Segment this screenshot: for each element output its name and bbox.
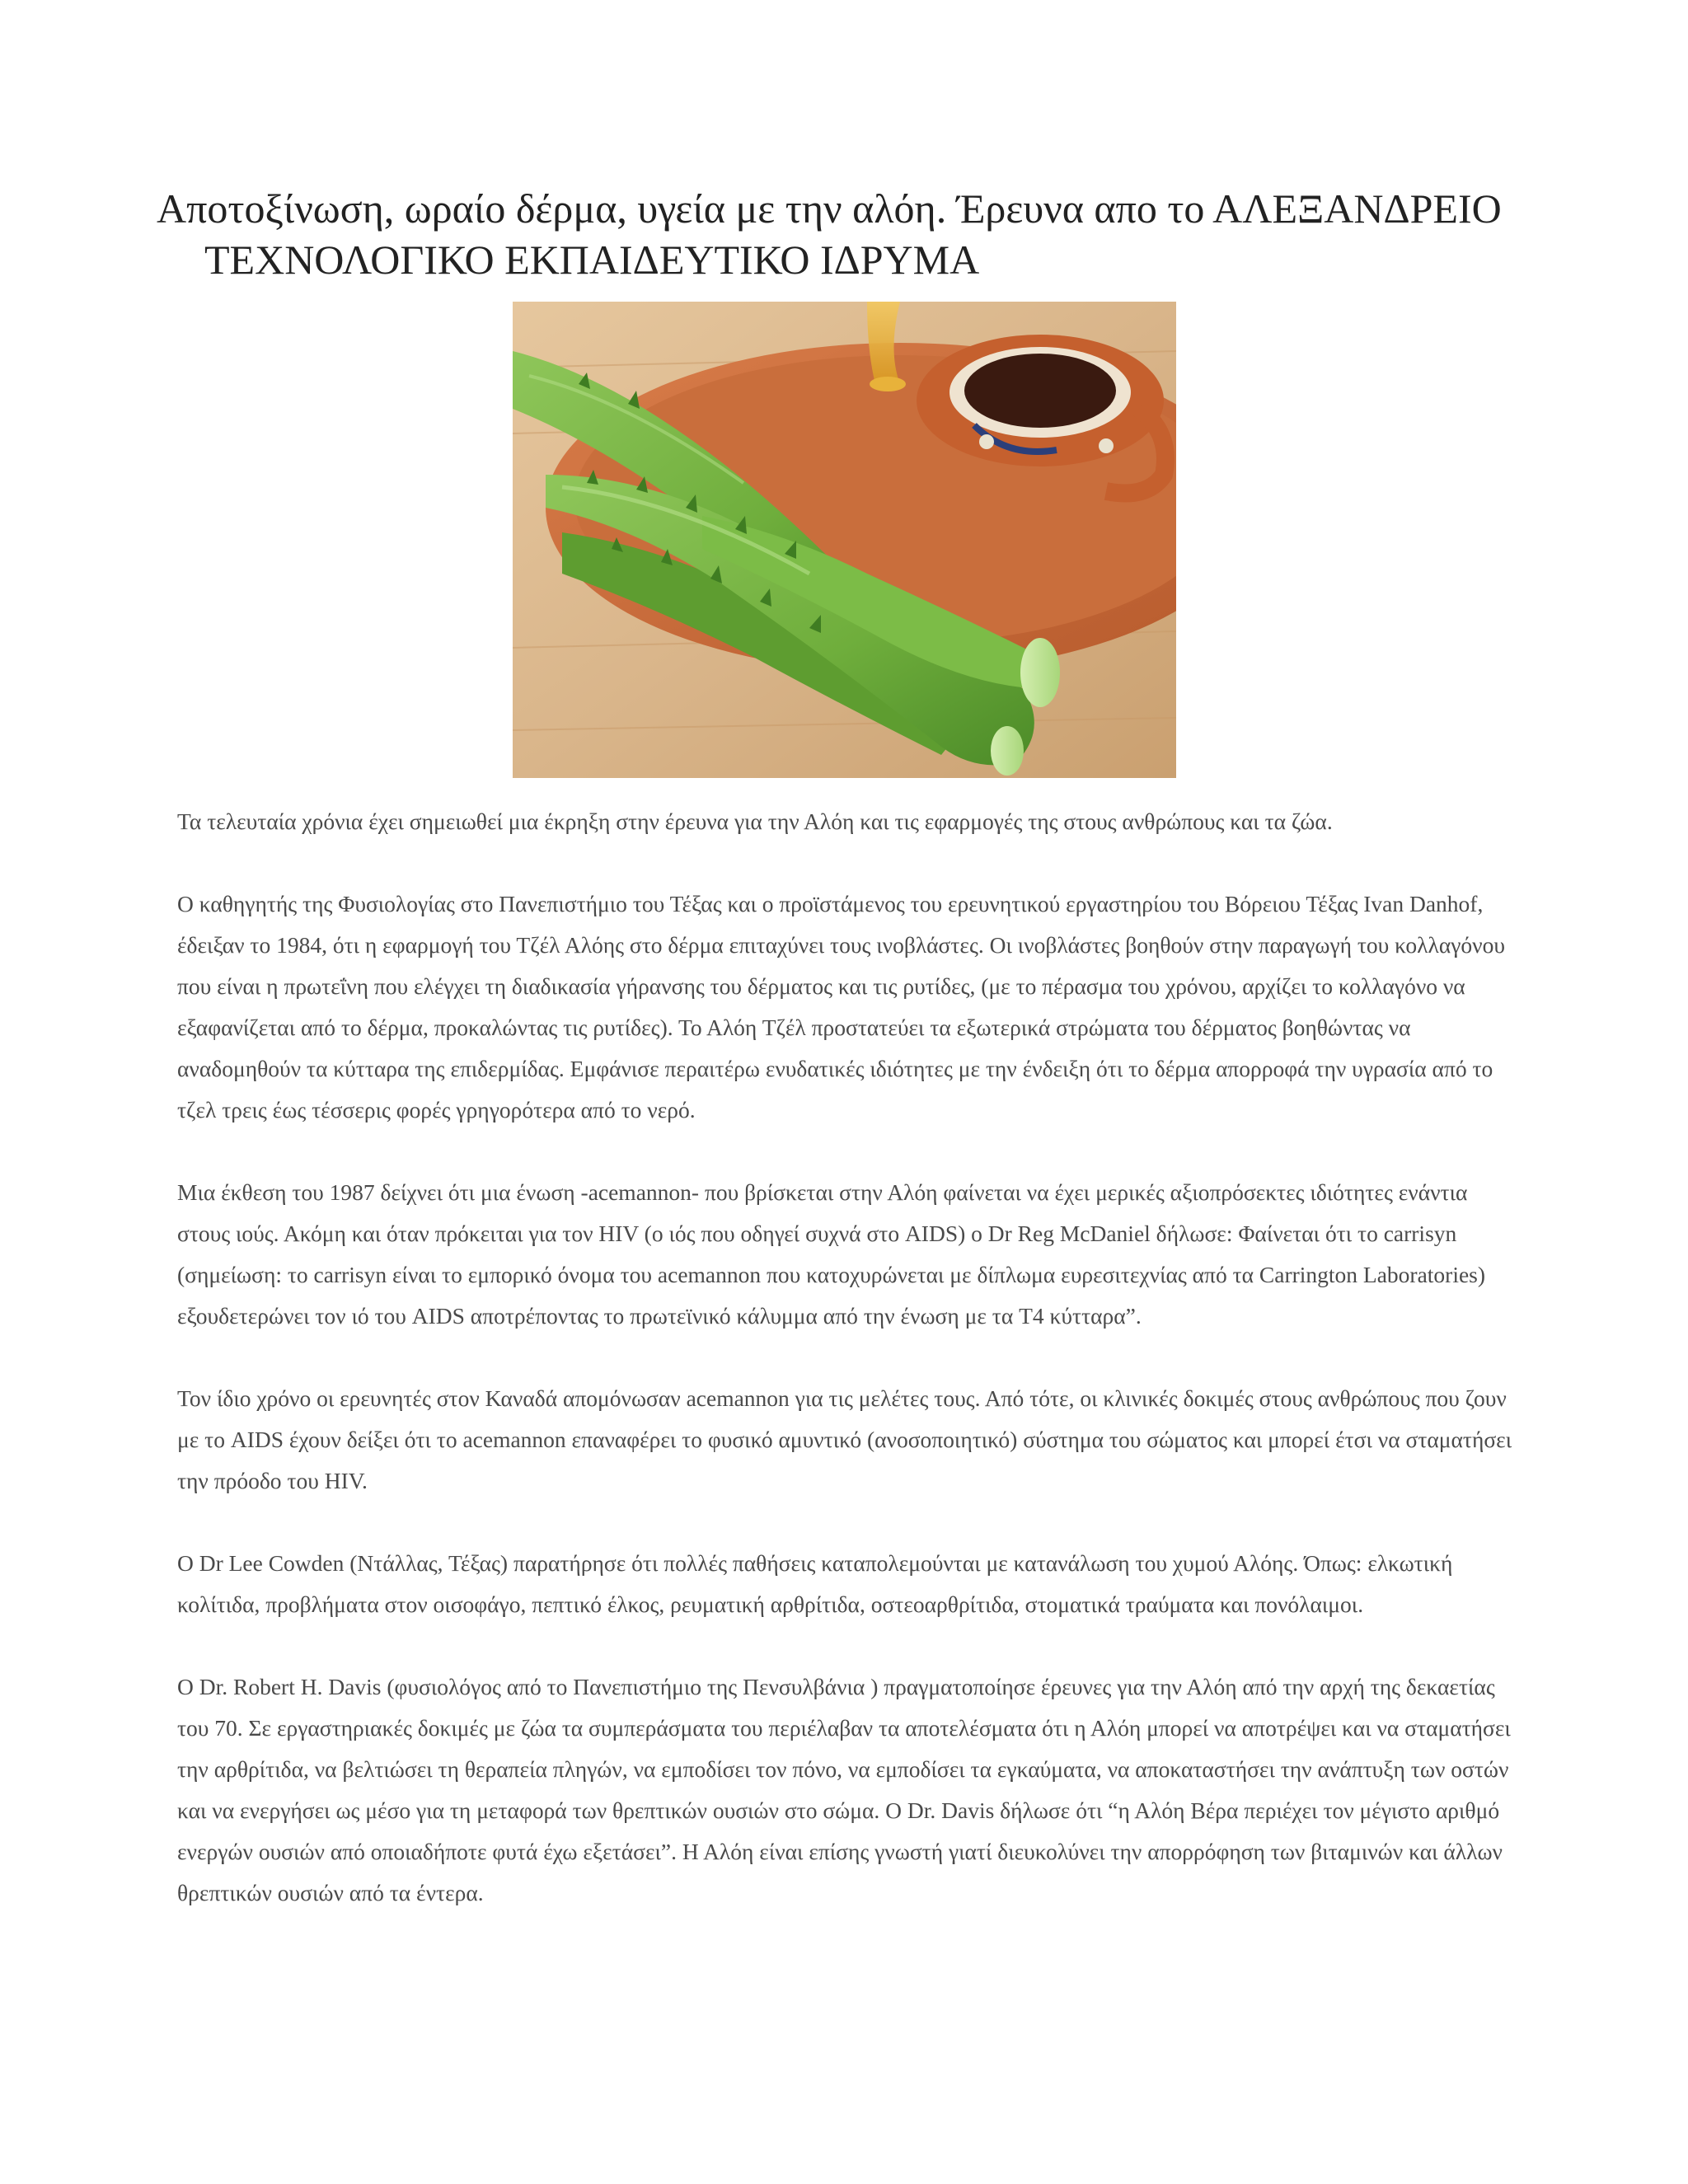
title-line-2: ΤΕΧΝΟΛΟΓΙΚΟ ΕΚΠΑΙΔΕΥΤΙΚΟ ΙΔΡΥΜΑ [204,237,980,283]
paragraph-1: Τα τελευταία χρόνια έχει σημειωθεί μια έκρηξη στην έρευνα για την Αλόη και τις εφαρμογές της στους ανθρώπους και τα ζώα. [177,808,1333,834]
paragraph-3: Μια έκθεση του 1987 δείχνει ότι μια ένωση -acemannon- που βρίσκεται στην Αλόη φαίνεται να έχει μερικές αξιοπρόσεκτες ιδιότητες ενάντια στους ιούς. Ακόμη και όταν πρόκειται για τον HIV (ο ιός που οδηγεί συχνά στο AIDS) ο Dr Reg McDaniel δήλωσε: Φαίνεται ότι το carrisyn (σημείωση: το carrisyn είναι το εμπορικό όνομα του acemannon που κατοχυρώνεται με δίπλωμα ευρεσιτεχνίας από τα Carrington Laboratories) εξουδετερώνει τον ιό του AIDS αποτρέποντας το πρωτεϊνικό κάλυμμα από την ένωση με τα T4 κύτταρα”. [177,1179,1486,1329]
document-title [157,183,1541,285]
paragraph-5: O Dr Lee Cowden (Ντάλλας, Τέξας) παρατήρησε ότι πολλές παθήσεις καταπολεμούνται με κατανάλωση του χυμού Αλόης. Όπως: ελκωτική κολίτιδα, προβλήματα στον οισοφάγο, πεπτικό έλκος, ρευματική αρθρίτιδα, οστεοαρθρίτιδα, στοματικά τραύματα και πονόλαιμοι. [177,1550,1453,1617]
paragraph-6: O Dr. Robert H. Davis (φυσιολόγος από το Πανεπιστήμιο της Πενσυλβάνια ) πραγματοποίησε έρευνες για την Αλόη από την αρχή της δεκαετίας του 70. Σε εργαστηριακές δοκιμές με ζώα τα συμπεράσματα του περιέλαβαν τα αποτελέσματα ότι η Αλόη μπορεί να αποτρέψει και να σταματήσει την αρθρίτιδα, να βελτιώσει τη θεραπεία πληγών, να εμποδίσει τον πόνο, να εμποδίσει τα εγκαύματα, να αποκαταστήσει την ανάπτυξη των οστών και να ενεργήσει ως μέσο για τη μεταφορά των θρεπτικών ουσιών στο σώμα. Ο Dr. Davis δήλωσε ότι “η Αλόη Βέρα περιέχει τον μέγιστο αριθμό ενεργών ουσιών από οποιαδήποτε φυτά έχω εξετάσει”. Η Αλόη είναι επίσης γνωστή γιατί διευκολύνει την απορρόφηση των βιταμινών και άλλων θρεπτικών ουσιών από τα έντερα. [177,1674,1511,1905]
paragraph-4: Τον ίδιο χρόνο οι ερευνητές στον Καναδά απομόνωσαν acemannon για τις μελέτες τους. Από τότε, οι κλινικές δοκιμές στους ανθρώπους που ζουν με το AIDS έχουν δείξει ότι το acemannon επαναφέρει το φυσικό αμυντικό (ανοσοποιητικό) σύστημα του σώματος και μπορεί έτσι να σταματήσει την πρόοδο του HIV. [177,1385,1512,1493]
paragraph-2: Ο καθηγητής της Φυσιολογίας στο Πανεπιστήμιο του Τέξας και ο προϊστάμενος του ερευνητικού εργαστηρίου του Βόρειου Τέξας Ivan Danhof, έδειξαν το 1984, ότι η εφαρμογή του Τζέλ Αλόης στο δέρμα επιταχύνει τους ινοβλάστες. Οι ινοβλάστες βοηθούν στην παραγωγή του κολλαγόνου που είναι η πρωτεΐνη που ελέγχει τη διαδικασία γήρανσης του δέρματος και τις ρυτίδες, (με το πέρασμα του χρόνου, αρχίζει το κολλαγόνο να εξαφανίζεται από το δέρμα, προκαλώντας τις ρυτίδες). Το Αλόη Τζέλ προστατεύει τα εξωτερικά στρώματα του δέρματος βοηθώντας να αναδομηθούν τα κύτταρα της επιδερμίδας. Εμφάνισε περαιτέρω ενυδατικές ιδιότητες με την ένδειξη ότι το δέρμα απορροφά την υγρασία από το τζελ τρεις έως τέσσερις φορές γρηγορότερα από το νερό. [177,891,1505,1122]
aloe-vera-photo [513,302,1176,778]
title-line-1: Αποτοξίνωση, ωραίο δέρμα, υγεία με την αλόη. Έρευνα απο το ΑΛΕΞΑΝΔΡΕΙΟ [157,185,1502,232]
article-body [177,801,1521,1955]
